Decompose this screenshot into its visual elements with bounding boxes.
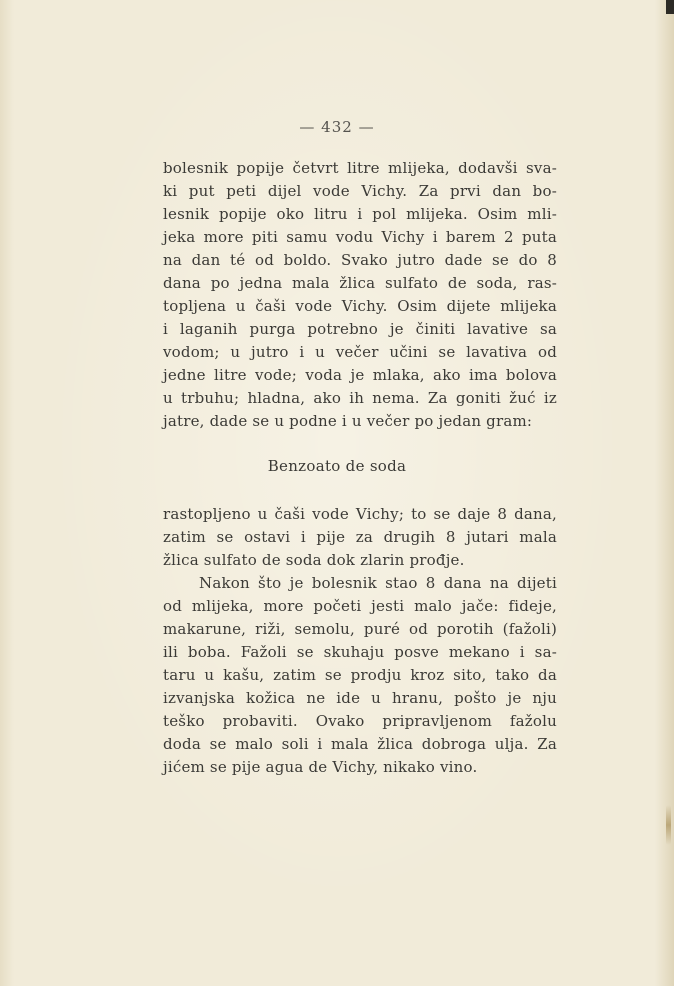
page-edge-stain bbox=[666, 805, 671, 845]
text-line: žlica sulfato de soda dok zlarin prođje. bbox=[163, 551, 465, 569]
text-line: zatim se ostavi i pije za drugih 8 jutari mala bbox=[163, 528, 557, 546]
page-number: — 432 — bbox=[299, 118, 375, 136]
text-line: Nakon što je bolesnik stao 8 dana na dijeti bbox=[199, 574, 557, 592]
text-line: jatre, dade se u podne i u večer po jedan gram: bbox=[163, 412, 533, 430]
recipe-title: Benzoato de soda bbox=[267, 457, 407, 475]
page-corner-shadow bbox=[666, 0, 674, 14]
text-line: jeka more piti samu vodu Vichy i barem 2 puta bbox=[163, 228, 557, 246]
text-line: makarune, riži, semolu, puré od porotih (fažoli) bbox=[163, 620, 557, 638]
text-line: topljena u čaši vode Vichy. Osim dijete mlijeka bbox=[163, 297, 557, 315]
text-line: doda se malo soli i mala žlica dobroga ulja. Za bbox=[163, 735, 557, 753]
text-line: teško probaviti. Ovako pripravljenom fažolu bbox=[163, 712, 557, 730]
text-line: i laganih purga potrebno je činiti lavative sa bbox=[163, 320, 557, 338]
text-line: izvanjska kožica ne ide u hranu, pošto je nju bbox=[163, 689, 557, 707]
text-line: bolesnik popije četvrt litre mlijeka, dodavši sva- bbox=[163, 159, 557, 177]
text-line: jedne litre vode; voda je mlaka, ako ima bolova bbox=[163, 366, 557, 384]
text-line: od mlijeka, more početi jesti malo jače: fideje, bbox=[163, 597, 557, 615]
text-line: u trbuhu; hladna, ako ih nema. Za goniti žuć iz bbox=[163, 389, 557, 407]
paragraph-1 bbox=[163, 157, 557, 433]
text-line: vodom; u jutro i u večer učini se lavativa od bbox=[163, 343, 557, 361]
text-line: jićem se pije agua de Vichy, nikako vino. bbox=[163, 758, 478, 776]
text-line: na dan té od boldo. Svako jutro dade se do 8 bbox=[163, 251, 557, 269]
text-line: ili boba. Fažoli se skuhaju posve mekano i sa- bbox=[163, 643, 557, 661]
paragraph-2 bbox=[163, 503, 557, 779]
text-line: ki put peti dijel vode Vichy. Za prvi dan bo- bbox=[163, 182, 557, 200]
text-line: taru u kašu, zatim se prodju kroz sito, tako da bbox=[163, 666, 557, 684]
text-line: rastopljeno u čaši vode Vichy; to se daje 8 dana, bbox=[163, 505, 557, 523]
text-line: dana po jedna mala žlica sulfato de soda, ras- bbox=[163, 274, 557, 292]
text-line: lesnik popije oko litru i pol mlijeka. Osim mli- bbox=[163, 205, 557, 223]
